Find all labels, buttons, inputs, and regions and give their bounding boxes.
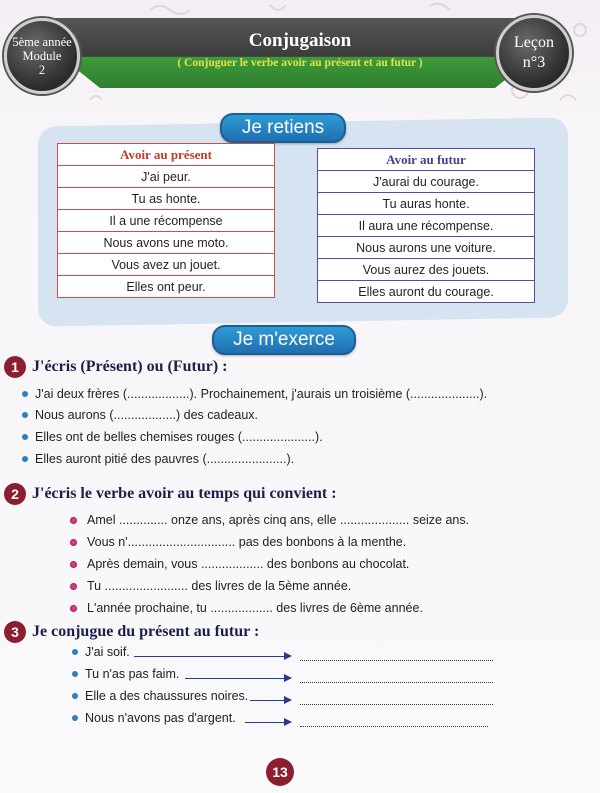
lesson-label: Leçon	[514, 34, 554, 51]
arrow-icon	[245, 722, 284, 723]
exercise-item: Nous aurons (..................) des cadeaux.	[22, 408, 258, 422]
exercise-number-badge: 1	[4, 356, 26, 378]
arrow-head-icon	[284, 674, 292, 682]
present-row: Tu as honte.	[58, 188, 275, 210]
present-table	[57, 143, 275, 298]
exercise-instruction: Je conjugue du présent au futur :	[32, 623, 260, 640]
lesson-number: n°3	[522, 54, 546, 71]
arrow-head-icon	[284, 718, 292, 726]
present-row: Il a une récompense	[58, 210, 275, 232]
arrow-icon	[134, 656, 284, 657]
arrow-icon	[250, 700, 284, 701]
answer-line	[300, 660, 493, 661]
retiens-heading: Je retiens	[220, 113, 346, 143]
present-row: J'ai peur.	[58, 166, 275, 188]
bullet-icon	[72, 671, 78, 677]
bullet-icon	[22, 456, 28, 462]
bullet-icon	[72, 715, 78, 721]
page-number: 13	[266, 758, 294, 786]
exercise-item: L'année prochaine, tu .................. des livres de 6ème année.	[70, 601, 423, 615]
exercise-item: J'ai deux frères (..................). Prochainement, j'aurais un troisième (....................).	[22, 387, 487, 401]
exercise-1-heading	[4, 356, 228, 378]
present-header: Avoir au présent	[58, 144, 275, 166]
lesson-badge	[496, 15, 572, 91]
exercise-item: Tu ........................ des livres de la 5ème année.	[70, 579, 351, 593]
exercise-item: J'ai soif.	[72, 645, 130, 659]
exercise-item: Elles auront pitié des pauvres (.......................).	[22, 452, 294, 466]
futur-row: Elles auront du courage.	[318, 281, 535, 303]
module-label: Module	[22, 49, 62, 63]
exercise-2-heading	[4, 483, 337, 505]
exercise-number-badge: 3	[4, 621, 26, 643]
present-row: Nous avons une moto.	[58, 232, 275, 254]
bullet-icon	[22, 434, 28, 440]
exercise-instruction: J'écris le verbe avoir au temps qui convient :	[32, 485, 337, 502]
present-row: Elles ont peur.	[58, 276, 275, 298]
exercise-3-heading	[4, 621, 259, 643]
exercise-item: Amel .............. onze ans, après cinq ans, elle .................... seize ans.	[70, 513, 469, 527]
futur-row: J'aurai du courage.	[318, 171, 535, 193]
exercise-instruction: J'écris (Présent) ou (Futur) :	[32, 358, 228, 375]
bullet-icon	[22, 391, 28, 397]
page-subtitle: ( Conjuguer le verbe avoir au présent et au futur )	[177, 57, 423, 69]
bullet-icon	[70, 539, 77, 546]
futur-table	[317, 148, 535, 303]
futur-row: Il aura une récompense.	[318, 215, 535, 237]
module-number: 2	[38, 63, 46, 77]
bullet-icon	[72, 693, 78, 699]
futur-header: Avoir au futur	[318, 149, 535, 171]
answer-line	[300, 704, 493, 705]
page-title: Conjugaison	[248, 30, 352, 51]
exercise-item: Tu n'as pas faim.	[72, 667, 179, 681]
exercise-item: Après demain, vous .................. des bonbons au chocolat.	[70, 557, 409, 571]
arrow-head-icon	[284, 652, 292, 660]
bullet-icon	[70, 517, 77, 524]
futur-row: Nous aurons une voiture.	[318, 237, 535, 259]
arrow-icon	[185, 678, 284, 679]
answer-line	[300, 726, 488, 727]
bullet-icon	[70, 605, 77, 612]
arrow-head-icon	[284, 696, 292, 704]
exerce-heading: Je m'exerce	[212, 325, 356, 355]
present-row: Vous avez un jouet.	[58, 254, 275, 276]
exercise-item: Nous n'avons pas d'argent.	[72, 711, 236, 725]
bullet-icon	[70, 583, 77, 590]
bullet-icon	[72, 649, 78, 655]
futur-row: Tu auras honte.	[318, 193, 535, 215]
exercise-item: Elle a des chaussures noires.	[72, 689, 248, 703]
answer-line	[300, 682, 493, 683]
futur-row: Vous aurez des jouets.	[318, 259, 535, 281]
module-grade: 5ème année	[12, 35, 72, 49]
bullet-icon	[70, 561, 77, 568]
exercise-item: Vous n'............................... pas des bonbons à la menthe.	[70, 535, 406, 549]
exercise-item: Elles ont de belles chemises rouges (.....................).	[22, 430, 323, 444]
exercise-number-badge: 2	[4, 483, 26, 505]
module-badge	[4, 18, 80, 94]
bullet-icon	[22, 412, 28, 418]
